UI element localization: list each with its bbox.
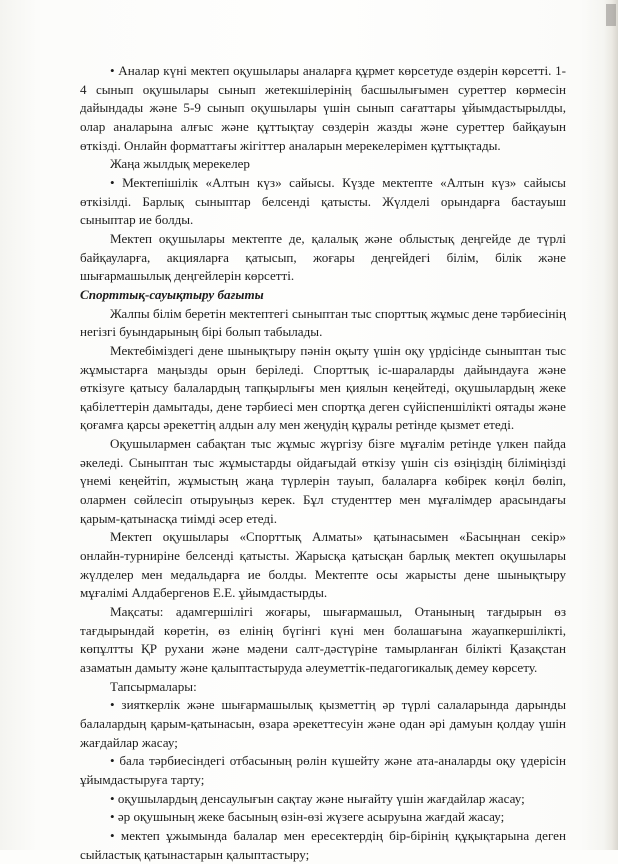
task-item: • әр оқушының жеке басының өзін-өзі жүзеге асыруына жағдай жасау; — [110, 809, 505, 825]
task-item: • оқушылардың денсаулығын сақтау және нығайту үшін жағдайлар жасау; — [110, 790, 525, 806]
paragraph-extracurricular-work: Оқушылармен сабақтан тыс жұмыс жүргізу бізге мұғалім ретінде үлкен пайда әкеледі. Сыныптан тыс жұмыстарды ойдағыдай өткізу үшін сіз өзіңіздің біліміңізді үнемі кеңейтіп, жұмыстың жаңа түрлерін тауып, балаларға көбірек көңіл бөліп, олармен сөйлесіп отыруыңыз керек. Бұл студенттер мен мұғалімдер арасындағы қарым-қатынасқа тиімді әсер етеді. — [80, 436, 566, 526]
paragraph-online-tournament: Мектеп оқушылары «Спорттық Алматы» қатынасымен «Басыңнан секір» онлайн-турниріне белсенді қатысты. Жарысқа қатысқан барлық мектеп оқушылары жүлделер мен медальдарға ие болды. Мектепте осы жарысты дене шынықтыру мұғалімі Алдабергенов Е.Е. ұйымдастырды. — [80, 529, 566, 601]
paragraph-sport-intro: Жалпы білім беретін мектептегі сыныптан тыс спорттық жұмыс дене тәрбиесінің негізгі буындарының бірі болып табылады. — [80, 305, 566, 340]
paragraph-new-year: Жаңа жылдық мерекелер — [110, 156, 250, 172]
scan-mark — [606, 4, 616, 26]
paragraph-physical-education: Мектебіміздегі дене шынықтыру пәнін оқыту үшін оқу үрдісінде сыныптан тыс жұмыстарға маңызды орын беріледі. Спорттық іс-шараларды дайындауға және өткізуге қатысу балалардың тапқырлығы мен қиялын кеңейтеді, оқушылардың жеке қабілеттерін дамытады, дене тәрбиесі мен спортқа деген сүйіспеншілікті оятады және қоғамға қарсы әрекеттің алдын алу мен жеңудің құралы ретінде қызмет етеді. — [80, 342, 566, 433]
task-item: • бала тәрбиесіндегі отбасының рөлін күшейту және ата-аналарды оқу үдерісін ұйымдастыруға тарту; — [80, 753, 566, 787]
paragraph-tasks-heading: Тапсырмалары: — [110, 678, 197, 694]
paragraph-mothers-day: • Аналар күні мектеп оқушылары аналарға құрмет көрсетуде өздерін көрсетті. 1-4 сынып оқушылары сынып жетекшілерінің басшылығымен суреттер көрмесін дайындады және 5-9 сынып оқушылары үшін сынып сағаттары ұйымдастырылды, олар аналарына алғыс және құттықтау сөздерін жазды және суреттер байқауын өткізді. Онлайн форматтағы жігіттер аналарын мерекелерімен құттықтады. — [80, 63, 566, 153]
section-heading: Спорттық-сауықтыру бағыты — [80, 286, 264, 302]
scan-shadow-edge — [604, 0, 618, 850]
task-item: • зияткерлік және шығармашылық қызметтің әр түрлі салаларында дарынды балалардың қарым-қатынасын, өзара әрекеттесуін және одан әрі дамуын қолдау үшін жағдайлар жасау; — [80, 697, 566, 750]
paragraph-competitions: Мектеп оқушылары мектепте де, қалалық және облыстық деңгейде де түрлі байқауларға, акцияларға қатысып, жоғары деңгейдегі білім, білік және шығармашылық деңгейлерін көрсетті. — [80, 230, 566, 284]
task-item: • мектеп ұжымында балалар мен ересектердің бір-бірінің құқықтарына деген сыйластық қатынастарын қалыптастыру; — [80, 827, 566, 862]
paragraph-golden-autumn: • Мектепішілік «Алтын күз» сайысы. Күзде мектепте «Алтын күз» сайысы өткізілді. Барлық сыныптар белсенді қатысты. Жүлделі орындарға бастауыш сыныптар ие болды. — [80, 174, 566, 228]
document-body — [80, 62, 566, 864]
paragraph-goal: Мақсаты: адамгершілігі жоғары, шығармашыл, Отанының тағдырын өз тағдырындай көретін, өз елінің бүгінгі күні мен болашағына жауапкершілікті, көпұлтты ҚР рухани және мәдени салт-дәстүріне тамырланған білікті Қазақстан азаматын дамыту және қалыптастыруда әлеуметтік-педагогикалық демеу көрсету. — [80, 604, 566, 675]
